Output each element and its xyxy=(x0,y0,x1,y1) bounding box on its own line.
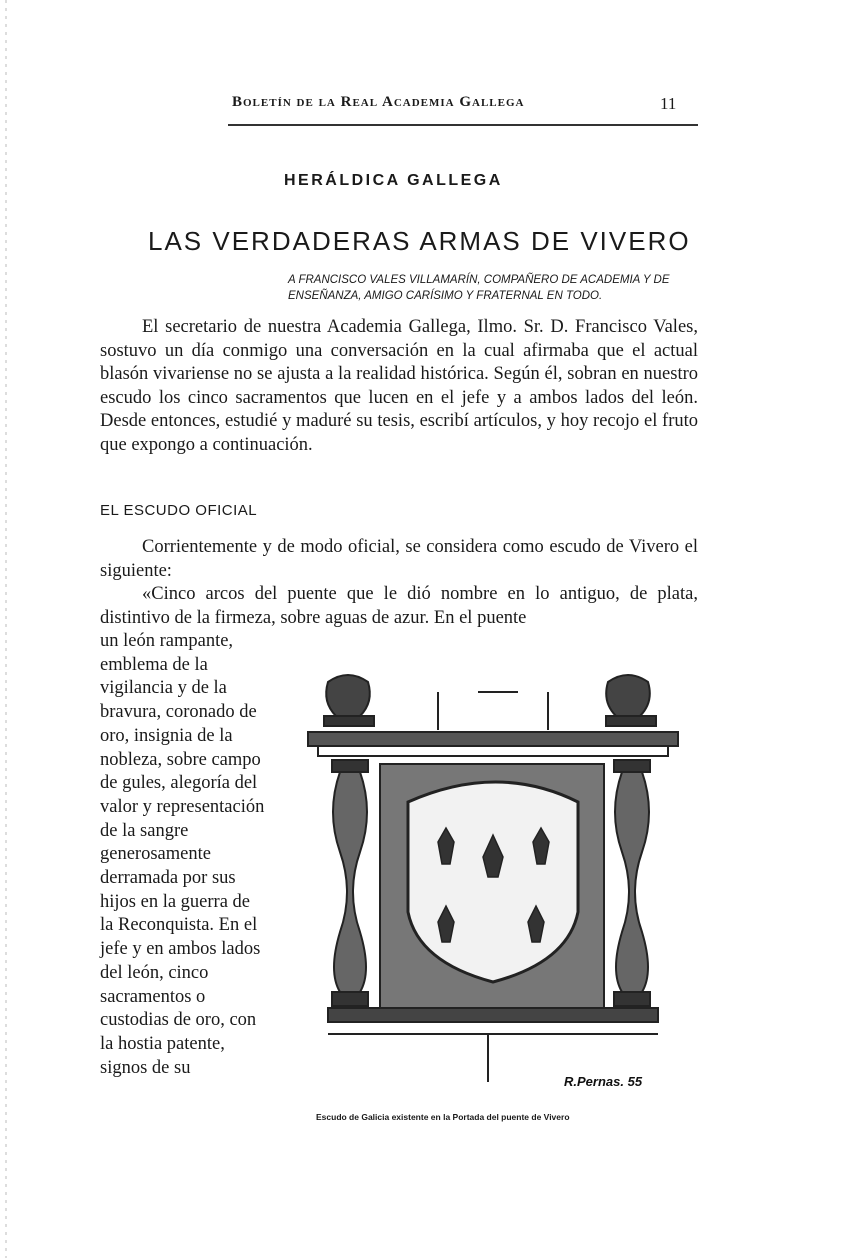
figure-caption: Escudo de Galicia existente en la Portada del puente de Vivero xyxy=(316,1112,570,1122)
intro-text: El secretario de nuestra Academia Gallega, Ilmo. Sr. D. Francisco Vales, sostuvo un día conmigo una conversación en la cual afirmaba que el actual blasón vivariense no se ajusta a la realidad histórica. Según él, sobran en nuestro escudo los cinco sacramentos que lucen en el jefe y a ambos lados del león. Desde entonces, estudié y maduré su tesis, escribí artículos, y hoy recojo el fruto que expongo a continuación. xyxy=(100,317,698,455)
article-title: LAS VERDADERAS ARMAS DE VIVERO xyxy=(148,226,691,256)
running-header: Boletín de la Real Academia Gallega xyxy=(232,94,525,110)
intro-paragraph xyxy=(100,316,698,457)
body-line-2: «Cinco arcos del puente que le dió nombre en lo antiguo, de plata, distintivo de la firmeza, sobre aguas de azur. En el puente xyxy=(100,584,698,628)
body-line-1: Corrientemente y de modo oficial, se considera como escudo de Vivero el siguiente: xyxy=(100,537,698,581)
wrapped-text-column: un león rampante, emblema de la vigilancia y de la bravura, coronado de oro, insignia de la nobleza, sobre campo de gules, alegoría del valor y representación de la sangre generosamente derramada por sus hijos en la guerra de la Reconquista. En el jefe y en ambos lados del león, cinco sacramentos o custodias de oro, con la hostia patente, signos de su xyxy=(100,631,265,1078)
artist-signature: R.Pernas. 55 xyxy=(564,1074,643,1089)
section-heading: HERÁLDICA GALLEGA xyxy=(284,172,503,189)
subheading: EL ESCUDO OFICIAL xyxy=(100,502,258,519)
header-rule xyxy=(228,124,698,126)
body-paragraph xyxy=(100,536,698,630)
dedication: A FRANCISCO VALES VILLAMARÍN, COMPAÑERO DE ACADEMIA Y DE ENSEÑANZA, AMIGO CARÍSIMO Y FRATERNAL EN TODO. xyxy=(288,274,670,302)
page-number: 11 xyxy=(660,94,677,113)
scan-edge-shadow xyxy=(2,0,12,1258)
coat-of-arms-drawing xyxy=(288,652,694,1092)
